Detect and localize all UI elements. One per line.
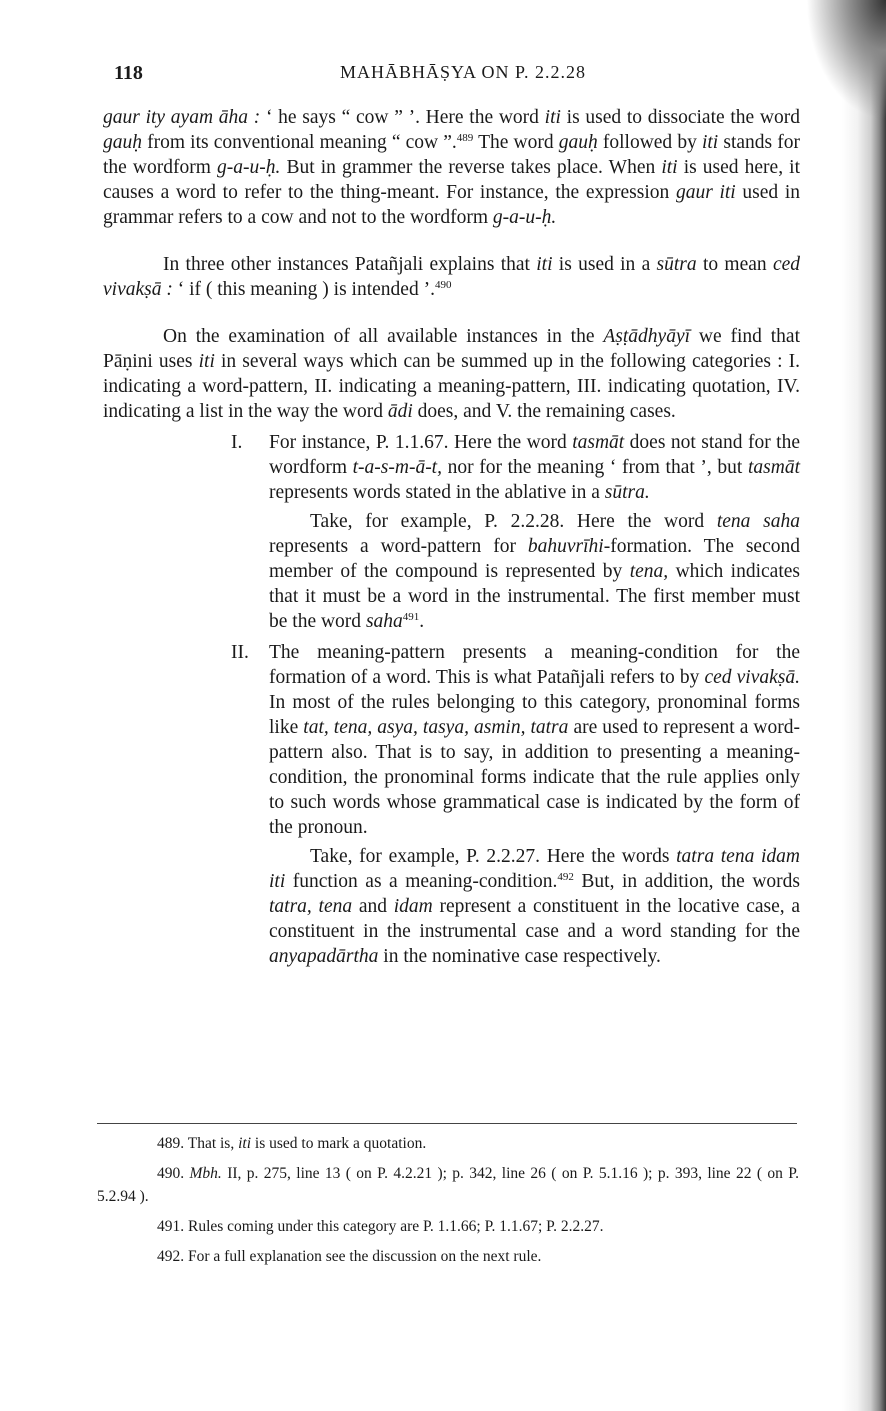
- text-run: The meaning-pattern presents a meaning-condition for the formation of a word. This is what Patañjali refers to by: [269, 642, 800, 688]
- italic-term: sūtra.: [604, 482, 650, 503]
- paragraph-1: [103, 105, 800, 230]
- italic-term: iti: [701, 132, 719, 153]
- italic-term: gaur iti: [675, 182, 736, 203]
- text-run: is used to mark a quotation.: [251, 1135, 427, 1152]
- text-run: function as a meaning-condition.: [285, 871, 558, 892]
- italic-term: tat, tena, asya, tasya, asmin, tatra: [303, 717, 569, 738]
- text-run: nor for the meaning ‘ from that ’, but: [441, 457, 748, 478]
- paragraph-2: [103, 252, 800, 302]
- main-text: [103, 105, 800, 969]
- list-item-I-example: [269, 509, 800, 634]
- text-run: On the examination of all available instances in the: [163, 326, 604, 347]
- text-run: is used here, it causes a word to refer to the thing-meant. For instance, the expression: [103, 157, 801, 203]
- text-run: But, in addition, the words: [573, 871, 800, 892]
- page-header: [104, 62, 800, 90]
- text-run: In most of the rules belonging to this category, pronominal forms like: [269, 692, 800, 738]
- footnote-491: [97, 1215, 799, 1238]
- text-run: Take, for example, P. 2.2.28. Here the word: [310, 511, 717, 532]
- list-item-number: II.: [231, 642, 249, 663]
- italic-term: tasmāt: [572, 432, 625, 453]
- italic-term: tasmāt: [748, 457, 801, 478]
- text-run: is used in a: [552, 254, 657, 275]
- text-run: -formation. The second member of the compound is represented by: [269, 536, 800, 582]
- text-run: is used to dissociate the word: [560, 107, 800, 128]
- text-run: used in grammar refers to a cow and not to the wordform: [103, 182, 800, 228]
- text-run: we find that Pāṇini uses: [103, 326, 801, 372]
- text-run: does not stand for the wordform: [269, 432, 800, 478]
- text-run: Take, for example, P. 2.2.27. Here the words: [310, 846, 677, 867]
- italic-term: ced vivakṣā :: [103, 254, 800, 300]
- footnote-490: [97, 1162, 799, 1208]
- text-run: stands for the wordform: [103, 132, 800, 178]
- text-run: II, p. 275, line 13 ( on P. 4.2.21 ); p. 342, line 26 ( on P. 5.1.16 ); p. 393, line 22 ( on P. 5.2.94 ).: [97, 1165, 800, 1205]
- footnotes: [97, 1132, 799, 1275]
- footnote-ref: 491: [402, 611, 420, 623]
- text-run: The word: [473, 132, 559, 153]
- text-run: 490.: [157, 1165, 190, 1182]
- text-run: represent a constituent in the locative case, a constituent in the instrumental case and a word standing for the: [269, 896, 801, 942]
- italic-term: ced vivakṣā.: [704, 667, 800, 688]
- text-run: For instance, P. 1.1.67. Here the word: [269, 432, 573, 453]
- list-item-I: [103, 430, 800, 634]
- italic-term: iti: [544, 107, 561, 128]
- footnote-ref: 492: [557, 871, 574, 883]
- footnote-ref: 490: [434, 279, 452, 291]
- text-run: in the nominative case respectively.: [378, 946, 661, 967]
- list-item-II: [103, 640, 800, 969]
- page-edge-shadow: [842, 0, 886, 1411]
- italic-term: idam: [393, 896, 433, 917]
- footnote-ref: 489: [456, 132, 474, 144]
- running-title: MAHĀBHĀṢYA ON P. 2.2.28: [340, 62, 587, 82]
- italic-term: tatra, tena: [269, 896, 353, 917]
- italic-term: ādi: [387, 401, 413, 422]
- text-run: to mean: [696, 254, 773, 275]
- text-run: represents words stated in the ablative in a: [269, 482, 605, 503]
- text-run: In three other instances Patañjali explains that: [163, 254, 537, 275]
- page-corner-shadow: [806, 0, 886, 120]
- italic-term: gauḥ: [558, 132, 598, 153]
- text-run: 491. Rules coming under this category are P. 1.1.66; P. 1.1.67; P. 2.2.27.: [157, 1218, 604, 1235]
- italic-term: bahuvrīhi: [527, 536, 604, 557]
- text-run: does, and V. the remaining cases.: [412, 401, 676, 422]
- italic-term: gauḥ: [103, 132, 142, 153]
- italic-term: iti: [238, 1135, 252, 1152]
- list-item-number: I.: [231, 432, 243, 453]
- text-run: in several ways which can be summed up in the following categories : I. indicating a word-pattern, II. indicating a meaning-pattern, III. indicating quotation, IV. indicating a list in the way the word: [103, 351, 800, 422]
- text-run: which indicates that it must be a word in the instrumental. The first member must be the word: [269, 561, 800, 632]
- italic-term: anyapadārtha: [269, 946, 379, 967]
- italic-term: t-a-s-m-ā-t,: [352, 457, 442, 478]
- text-run: 492. For a full explanation see the discussion on the next rule.: [157, 1248, 542, 1265]
- italic-term: saha: [365, 611, 403, 632]
- italic-term: iti: [536, 254, 553, 275]
- italic-term: Mbh.: [189, 1165, 222, 1182]
- italic-term: g-a-u-ḥ.: [492, 207, 557, 228]
- text-run: are used to represent a word-pattern also. That is to say, in addition to presenting a meaning-condition, the pronominal forms indicate that the rule applies only to such words whose grammatical case is indicated by the form of the pronoun.: [269, 717, 801, 838]
- page-number: 118: [114, 62, 143, 84]
- italic-term: g-a-u-ḥ.: [217, 157, 281, 178]
- list-item-II-example: [269, 844, 800, 969]
- italic-term: iti: [661, 157, 678, 178]
- footnote-divider: [97, 1123, 797, 1124]
- text-run: from its conventional meaning “ cow ”.: [142, 132, 457, 153]
- text-run: But in grammer the reverse takes place. When: [280, 157, 662, 178]
- text-run: .: [419, 611, 425, 632]
- list-item-I-text: [269, 430, 800, 505]
- italic-term: tena saha: [716, 511, 800, 532]
- italic-term: tena,: [629, 561, 669, 582]
- text-run: followed by: [597, 132, 702, 153]
- paragraph-3: [103, 324, 800, 424]
- italic-term: gaur ity ayam āha :: [103, 107, 261, 128]
- italic-term: sūtra: [656, 254, 697, 275]
- italic-term: Aṣṭādhyāyī: [603, 326, 691, 347]
- italic-term: tatra tena idam iti: [269, 846, 800, 892]
- footnote-492: [97, 1245, 799, 1268]
- text-run: represents a word-pattern for: [269, 536, 528, 557]
- footnote-489: [97, 1132, 799, 1155]
- list-item-II-text: [269, 640, 800, 840]
- text-run: ‘ he says “ cow ” ’. Here the word: [260, 107, 545, 128]
- italic-term: iti: [198, 351, 215, 372]
- text-run: ‘ if ( this meaning ) is intended ’.: [172, 279, 435, 300]
- text-run: and: [352, 896, 394, 917]
- text-run: 489. That is,: [157, 1135, 239, 1152]
